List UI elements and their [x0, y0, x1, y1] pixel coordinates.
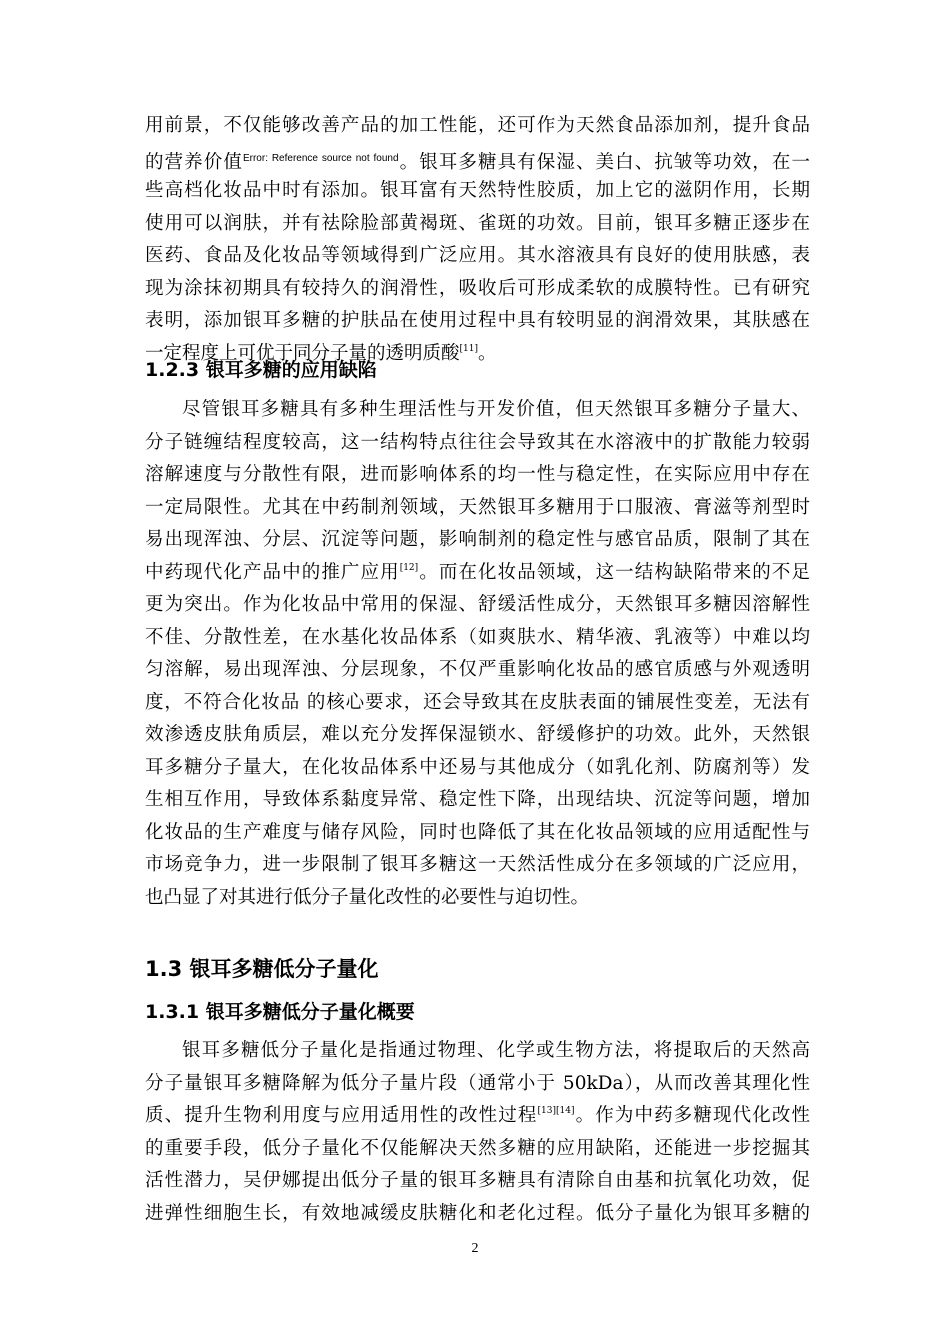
text-line: 化妆品的生产难度与储存风险，同时也降低了其在化妆品领域的应用适配性与 [145, 821, 810, 843]
text-line: 匀溶解，易出现浑浊、分层现象，不仅严重影响化妆品的感官质感与外观透明 [145, 659, 810, 680]
text-line: 现为涂抹初期具有较持久的润滑性，吸收后可形成柔软的成膜特性。已有研究 [145, 277, 810, 299]
citation-11: [11] [459, 343, 478, 354]
text-line: 活性潜力，吴伊娜提出低分子量的银耳多糖具有清除自由基和抗氧化功效，促 [145, 1170, 810, 1191]
text-line: 银耳多糖低分子量化是指通过物理、化学或生物方法，将提取后的天然高 [182, 1040, 810, 1061]
text-line: 分子量银耳多糖降解为低分子量片段（通常小于 50kDa），从而改善其理化性 [145, 1072, 810, 1094]
text-line: 更为突出。作为化妆品中常用的保湿、舒缓活性成分，天然银耳多糖因溶解性 [145, 594, 810, 615]
text-line: 分子链缠结程度较高，这一结构特点往往会导致其在水溶液中的扩散能力较弱 [145, 431, 810, 453]
text-line: 不佳、分散性差，在水基化妆品体系（如爽肤水、精华液、乳液等）中难以均 [145, 626, 810, 648]
text-line: 质、提升生物利用度与应用适用性的改性过程[13][14]。作为中药多糖现代化改性 [145, 1105, 810, 1126]
text-line: 进弹性细胞生长，有效地减缓皮肤糖化和老化过程。低分子量化为银耳多糖的 [145, 1202, 810, 1224]
text-line: 中药现代化产品中的推广应用[12]。而在化妆品领域，这一结构缺陷带来的不足 [145, 561, 810, 583]
text-line: 些高档化妆品中时有添加。银耳富有天然特性胶质，加上它的滋阴作用，长期 [145, 180, 810, 201]
text-line: 表明，添加银耳多糖的护肤品在使用过程中具有较明显的润滑效果，其肤感在 [145, 310, 810, 331]
text-line: 溶解速度与分散性有限，进而影响体系的均一性与稳定性，在实际应用中存在 [145, 464, 810, 485]
text-line: 一定局限性。尤其在中药制剂领域，天然银耳多糖用于口服液、膏滋等剂型时 [145, 496, 810, 518]
text-line: 度，不符合化妆品 的核心要求，还会导致其在皮肤表面的铺展性变差，无法有 [145, 691, 810, 713]
text-line: 的营养价值$^{Error: Reference source not found}$。银耳多糖具有保湿、美白、抗皱等功效，在一 [145, 151, 810, 173]
text-line: 耳多糖分子量大，在化妆品体系中还易与其他成分（如乳化剂、防腐剂等）发 [145, 756, 810, 778]
section-heading-1-3: 1.3 银耳多糖低分子量化 [145, 957, 379, 981]
text-line: 生相互作用，导致体系黏度异常、稳定性下降，出现结块、沉淀等问题，增加 [145, 789, 810, 810]
text-line: 效渗透皮肤角质层，难以充分发挥保湿锁水、舒缓修护的功效。此外，天然银 [145, 724, 810, 745]
text-line: 医药、食品及化妆品等领域得到广泛应用。其水溶液具有良好的使用肤感，表 [145, 245, 810, 266]
text-line: 的重要手段，低分子量化不仅能解决天然多糖的应用缺陷，还能进一步挖掘其 [145, 1137, 810, 1159]
text-line: 用前景，不仅能够改善产品的加工性能，还可作为天然食品添加剂，提升食品 [145, 115, 810, 136]
paragraph-low-molecular-overview [145, 1035, 810, 1230]
text-line: 易出现浑浊、分层、沉淀等问题，影响制剂的稳定性与感官品质，限制了其在 [145, 529, 810, 550]
page-number: 2 [471, 1241, 479, 1256]
citation-13-14: [13][14] [537, 1106, 575, 1116]
paragraph-application-defects [145, 394, 810, 914]
citation-12: [12] [399, 562, 419, 573]
section-heading-1-2-3: 1.2.3 银耳多糖的应用缺陷 [145, 359, 377, 381]
text-line: 也凸显了对其进行低分子量化改性的必要性与迫切性。 [145, 886, 590, 908]
text-line: 尽管银耳多糖具有多种生理活性与开发价值，但天然银耳多糖分子量大、 [182, 399, 810, 420]
text-line: 一定程度上可优于同分子量的透明质酸[11]。 [145, 342, 497, 364]
text-line: 市场竞争力，进一步限制了银耳多糖这一天然活性成分在多领域的广泛应用， [145, 854, 810, 875]
text-line: 使用可以润肤，并有祛除脸部黄褐斑、雀斑的功效。目前，银耳多糖正逐步在 [145, 212, 810, 234]
paragraph-application-prospects [145, 110, 810, 370]
section-heading-1-3-1: 1.3.1 银耳多糖低分子量化概要 [145, 1001, 415, 1023]
reference-error-text: Error: Reference source not found [242, 152, 399, 164]
